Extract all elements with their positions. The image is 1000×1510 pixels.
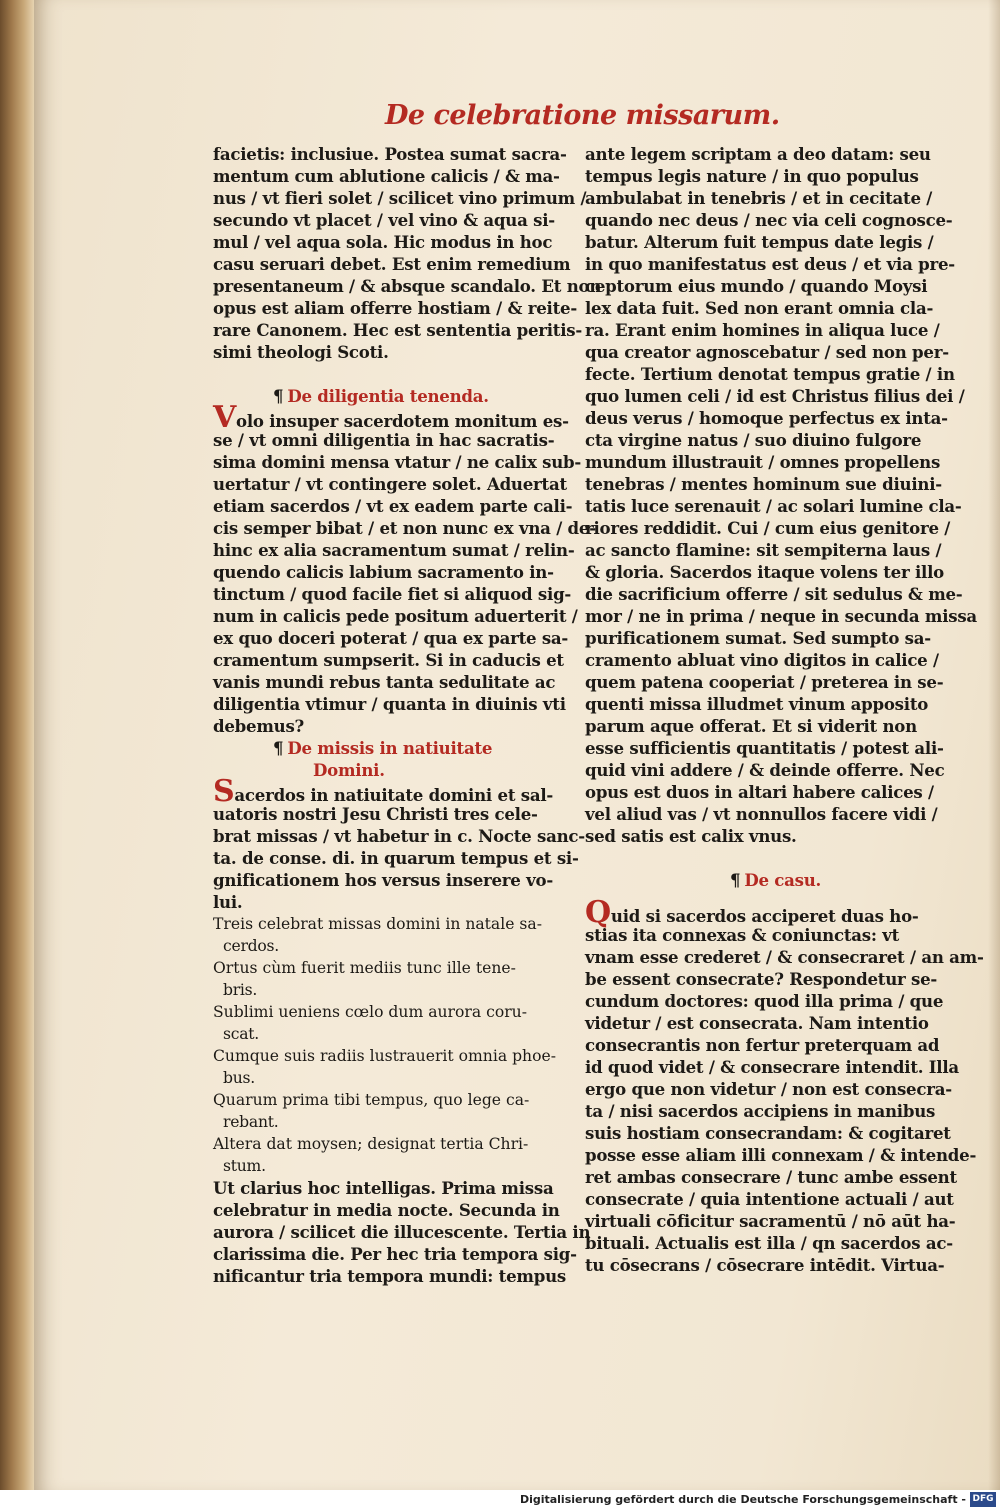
text-line: opus est aliam offerre hostiam / & reite- <box>213 298 577 318</box>
text-line: cta virgine natus / suo diuino fulgore <box>585 430 922 450</box>
text-line: brat missas / vt habetur in c. Nocte sanc- <box>213 826 585 846</box>
text-line: videtur / est consecrata. Nam intentio <box>585 1013 929 1033</box>
text-line: quid vini addere / & deinde offerre. Nec <box>585 760 945 780</box>
left-verses <box>213 913 558 1177</box>
text-line: ambulabat in tenebris / et in cecitate / <box>585 188 933 208</box>
text-line: simi theologi Scoti. <box>213 342 389 362</box>
pilcrow-icon: ¶ <box>273 386 284 406</box>
text-line: tempus legis nature / in quo populus <box>585 166 919 186</box>
text-line: ta. de conse. di. in quarum tempus et si- <box>213 848 579 868</box>
text-line: suis hostiam consecrandam: & cogitaret <box>585 1123 951 1143</box>
text-line: se / vt omni diligentia in hac sacratis- <box>213 430 555 450</box>
text-line: bris. <box>223 981 258 999</box>
footer-credit: Digitalisierung gefördert durch die Deutsche Forschungsgemeinschaft - <box>519 1493 966 1506</box>
text-line: Volo insuper sacerdotem monitum es- <box>213 400 569 435</box>
text-line: parum aque offerat. Et si viderit non <box>585 716 917 736</box>
text-line: Quid si sacerdos acciperet duas ho- <box>585 895 919 930</box>
text-line: tinctum / quod facile fiet si aliquod sig- <box>213 584 572 604</box>
text-line: Altera dat moysen; designat tertia Chri- <box>213 1135 529 1153</box>
text-line: stum. <box>223 1157 266 1175</box>
text-line: mundum illustrauit / omnes propellens <box>585 452 941 472</box>
text-line: gnificationem hos versus inserere vo- <box>213 870 553 890</box>
text-line: consecrantis non fertur preterquam ad <box>585 1035 940 1055</box>
left-lines-a <box>213 143 602 363</box>
page-edge <box>988 0 1000 1490</box>
text-line: cerdos. <box>223 937 279 955</box>
left-lines-c <box>213 774 585 913</box>
text-line: ret ambas consecrare / tunc ambe essent <box>585 1167 957 1187</box>
left-column <box>213 143 602 1287</box>
text-line: ex quo doceri poterat / qua ex parte sa- <box>213 628 569 648</box>
heading-missis: ¶ De missis in natiuitate <box>273 738 493 758</box>
text-line: nificantur tria tempora mundi: tempus <box>213 1266 566 1286</box>
text-line: purificationem sumat. Sed sumpto sa- <box>585 628 931 648</box>
text-line: cis semper bibat / et non nunc ex vna / de- <box>213 518 596 538</box>
text-line: ra. Erant enim homines in aliqua luce / <box>585 320 940 340</box>
text-line: id quod videt / & consecrare intendit. Illa <box>585 1057 959 1077</box>
text-line: die sacrificium offerre / sit sedulus & me- <box>585 584 963 604</box>
text-line: tenebras / mentes hominum sue diuini- <box>585 474 942 494</box>
text-line: clarissima die. Per hec tria tempora sig- <box>213 1244 577 1264</box>
text-line: posse esse aliam illi connexam / & intende- <box>585 1145 977 1165</box>
text-line: lui. <box>213 892 243 912</box>
text-line: presentaneum / & absque scandalo. Et non <box>213 276 602 296</box>
text-line: stias ita connexas & coniunctas: vt <box>585 925 900 945</box>
text-line: Sacerdos in natiuitate domini et sal- <box>213 774 554 809</box>
text-line: nus / vt fieri solet / scilicet vino primum / <box>213 188 587 208</box>
text-line: uertatur / vt contingere solet. Aduertat <box>213 474 567 494</box>
text-line: Quarum prima tibi tempus, quo lege ca- <box>213 1091 530 1109</box>
left-lines-b <box>213 400 596 737</box>
heading-domini: Domini. <box>313 760 385 780</box>
text-line: quendo calicis labium sacramento in- <box>213 562 554 582</box>
text-line: sed satis est calix vnus. <box>585 826 797 846</box>
text-line: etiam sacerdos / vt ex eadem parte cali- <box>213 496 573 516</box>
footer-bar <box>0 1490 1000 1510</box>
text-line: in quo manifestatus est deus / et via pre- <box>585 254 955 274</box>
text-line: cundum doctores: quod illa prima / que <box>585 991 944 1011</box>
text-line: fecte. Tertium denotat tempus gratie / in <box>585 364 955 384</box>
text-line: ta / nisi sacerdos accipiens in manibus <box>585 1101 936 1121</box>
text-line: ante legem scriptam a deo datam: seu <box>585 144 931 164</box>
text-line: vnam esse crederet / & consecraret / an am- <box>585 947 984 967</box>
text-line: casu seruari debet. Est enim remedium <box>213 254 571 274</box>
text-line: mul / vel aqua sola. Hic modus in hoc <box>213 232 553 252</box>
text-line: qua creator agnoscebatur / sed non per- <box>585 342 949 362</box>
text-line: quem patena cooperiat / preterea in se- <box>585 672 944 692</box>
text-line: Ortus cùm fuerit mediis tunc ille tene- <box>213 959 516 977</box>
pilcrow-icon: ¶ <box>273 738 284 758</box>
text-line: tu cōsecrans / cōsecrare intēdit. Virtua- <box>585 1255 945 1275</box>
text-line: Sublimi ueniens cœlo dum aurora coru- <box>213 1003 527 1021</box>
text-line: facietis: inclusiue. Postea sumat sacra- <box>213 144 567 164</box>
text-line: lex data fuit. Sed non erant omnia cla- <box>585 298 934 318</box>
dfg-logo: DFG <box>970 1492 996 1507</box>
running-head: De celebratione missarum. <box>385 100 780 131</box>
left-lines-d <box>213 1177 591 1287</box>
initial-letter: V <box>213 400 237 435</box>
pilcrow-icon: ¶ <box>730 870 741 890</box>
initial-letter: S <box>213 774 235 809</box>
text-line: ergo que non videtur / non est consecra- <box>585 1079 952 1099</box>
heading-diligentia: ¶ De diligentia tenenda. <box>273 386 489 406</box>
text-line: be essent consecrate? Respondetur se- <box>585 969 938 989</box>
initial-letter: Q <box>585 895 611 930</box>
text-line: esse sufficientis quantitatis / potest ali- <box>585 738 944 758</box>
text-line: hinc ex alia sacramentum sumat / relin- <box>213 540 575 560</box>
book-binding <box>0 0 34 1490</box>
right-lines-a <box>585 143 977 847</box>
text-line: mor / ne in prima / neque in secunda missa <box>585 606 977 626</box>
text-line: batur. Alterum fuit tempus date legis / <box>585 232 934 252</box>
text-line: virtuali cōficitur sacramentū / nō aūt ha- <box>585 1211 956 1231</box>
text-line: sima domini mensa vtatur / ne calix sub- <box>213 452 582 472</box>
text-line: quando nec deus / nec via celi cognosce- <box>585 210 953 230</box>
text-line: quenti missa illudmet vinum apposito <box>585 694 929 714</box>
text-line: debemus? <box>213 716 305 736</box>
text-line: ac sancto flamine: sit sempiterna laus / <box>585 540 942 560</box>
text-line: riores reddidit. Cui / cum eius genitore / <box>585 518 951 538</box>
text-line: consecrate / quia intentione actuali / aut <box>585 1189 954 1209</box>
text-line: bituali. Actualis est illa / qn sacerdos ac- <box>585 1233 953 1253</box>
text-line: & gloria. Sacerdos itaque volens ter illo <box>585 562 944 582</box>
text-line: vel aliud vas / vt nonnullos facere vidi / <box>585 804 938 824</box>
text-line: mentum cum ablutione calicis / & ma- <box>213 166 560 186</box>
text-line: celebratur in media nocte. Secunda in <box>213 1200 560 1220</box>
text-line: rare Canonem. Hec est sententia peritis- <box>213 320 583 340</box>
right-lines-b <box>585 895 984 1276</box>
text-line: secundo vt placet / vel vino & aqua si- <box>213 210 555 230</box>
text-line: vanis mundi rebus tanta sedulitate ac <box>213 672 556 692</box>
text-line: Treis celebrat missas domini in natale sa- <box>213 915 542 933</box>
text-line: num in calicis pede positum aduerterit / <box>213 606 578 626</box>
text-line: aurora / scilicet die illucescente. Tertia in <box>213 1222 591 1242</box>
text-line: diligentia vtimur / quanta in diuinis vti <box>213 694 566 714</box>
text-line: quo lumen celi / id est Christus filius dei / <box>585 386 965 406</box>
text-line: Ut clarius hoc intelligas. Prima missa <box>213 1178 554 1198</box>
text-line: Cumque suis radiis lustrauerit omnia phoe- <box>213 1047 556 1065</box>
text-line: deus verus / homoque perfectus ex inta- <box>585 408 948 428</box>
heading-casu: ¶ De casu. <box>730 870 822 890</box>
text-line: bus. <box>223 1069 255 1087</box>
text-line: ceptorum eius mundo / quando Moysi <box>585 276 928 296</box>
text-line: scat. <box>223 1025 260 1043</box>
text-line: opus est duos in altari habere calices / <box>585 782 934 802</box>
text-line: cramento abluat vino digitos in calice / <box>585 650 939 670</box>
text-line: tatis luce serenauit / ac solari lumine cla- <box>585 496 962 516</box>
text-line: uatoris nostri Jesu Christi tres cele- <box>213 804 538 824</box>
right-column <box>585 143 984 1276</box>
text-line: cramentum sumpserit. Si in caducis et <box>213 650 564 670</box>
text-line: rebant. <box>223 1113 279 1131</box>
